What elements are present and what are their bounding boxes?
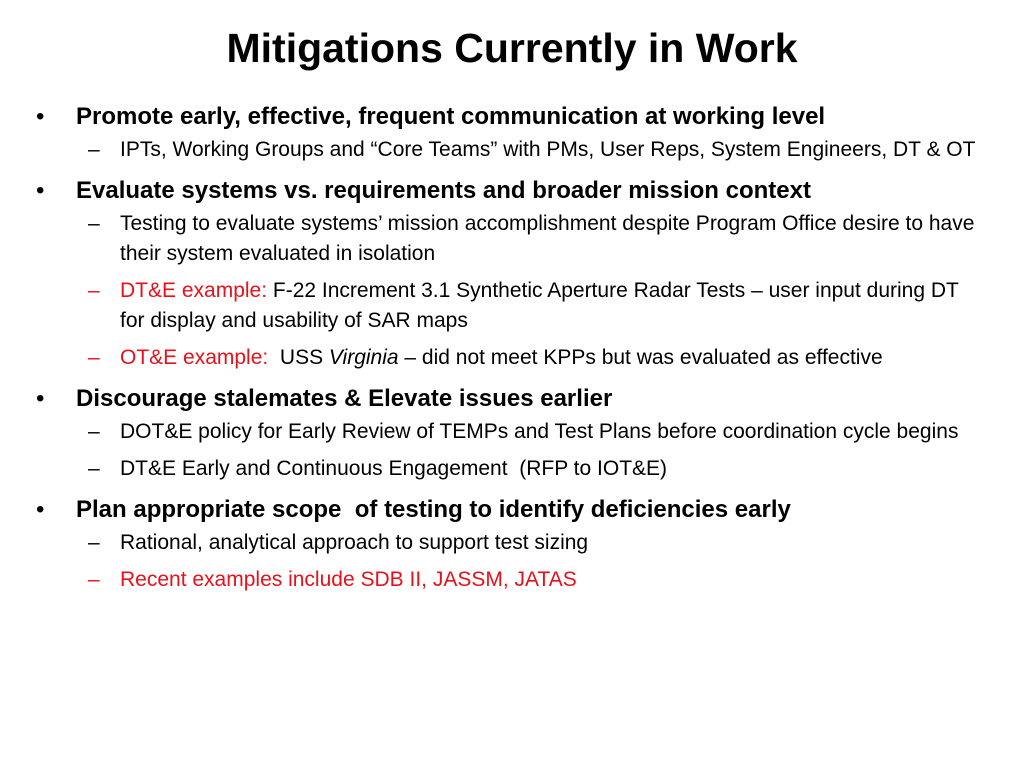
sub-bullet-text: Recent examples include SDB II, JASSM, JATAS bbox=[120, 568, 577, 591]
bullet-list bbox=[36, 98, 986, 602]
ship-name: Virginia bbox=[328, 346, 399, 369]
sub-bullet-list bbox=[76, 135, 986, 165]
sub-bullet-dash: – bbox=[88, 279, 100, 302]
sub-bullet-dash: – bbox=[88, 568, 100, 591]
sub-bullet-ipts bbox=[76, 135, 986, 165]
sub-bullet-text: DOT&E policy for Early Review of TEMPs and Test Plans before coordination cycle begins bbox=[120, 420, 959, 443]
sub-bullet-text: Testing to evaluate systems’ mission accomplishment despite Program Office desire to have their system evaluated in isolation bbox=[120, 212, 975, 265]
sub-bullet-dash: – bbox=[88, 420, 100, 443]
sub-bullet-recent-examples bbox=[76, 565, 986, 595]
sub-bullet-rational bbox=[76, 528, 986, 558]
example-label: DT&E example: bbox=[120, 279, 268, 302]
bullet-plan-scope bbox=[36, 491, 986, 595]
sub-bullet-dash: – bbox=[88, 457, 100, 480]
sub-bullet-text: Rational, analytical approach to support test sizing bbox=[120, 531, 589, 554]
bullet-dot: • bbox=[36, 496, 45, 523]
bullet-stalemates bbox=[36, 380, 986, 484]
bullet-dot: • bbox=[36, 177, 45, 204]
bullet-dot: • bbox=[36, 385, 45, 412]
bullet-evaluate-systems bbox=[36, 172, 986, 373]
sub-bullet-testing bbox=[76, 209, 986, 269]
sub-bullet-list bbox=[76, 209, 986, 373]
bullet-heading: Evaluate systems vs. requirements and broader mission context bbox=[76, 177, 811, 204]
sub-bullet-text: IPTs, Working Groups and “Core Teams” with PMs, User Reps, System Engineers, DT & OT bbox=[120, 138, 976, 161]
sub-bullet-ote-example bbox=[76, 343, 986, 373]
sub-bullet-dash: – bbox=[88, 138, 100, 161]
bullet-heading: Discourage stalemates & Elevate issues earlier bbox=[76, 385, 613, 412]
sub-bullet-dash: – bbox=[88, 531, 100, 554]
sub-bullet-text: DT&E Early and Continuous Engagement (RFP to IOT&E) bbox=[120, 457, 668, 480]
bullet-heading: Promote early, effective, frequent communication at working level bbox=[76, 103, 826, 130]
sub-bullet-text: F-22 Increment 3.1 Synthetic Aperture Radar Tests – user input during DT for display and usability of SAR maps bbox=[120, 279, 959, 332]
sub-bullet-text: – did not meet KPPs but was evaluated as effective bbox=[398, 346, 883, 369]
sub-bullet-dash: – bbox=[88, 212, 100, 235]
sub-bullet-list bbox=[76, 528, 986, 595]
slide-title: Mitigations Currently in Work bbox=[226, 25, 798, 71]
sub-bullet-text: USS bbox=[268, 346, 329, 369]
bullet-dot: • bbox=[36, 103, 45, 130]
bullet-heading: Plan appropriate scope of testing to identify deficiencies early bbox=[76, 496, 791, 523]
example-label: OT&E example: bbox=[120, 346, 269, 369]
sub-bullet-dote-policy bbox=[76, 417, 986, 447]
sub-bullet-dte-example bbox=[76, 276, 986, 336]
bullet-communication bbox=[36, 98, 986, 165]
sub-bullet-list bbox=[76, 417, 986, 484]
sub-bullet-dash: – bbox=[88, 346, 100, 369]
sub-bullet-dte-engagement bbox=[76, 454, 986, 484]
